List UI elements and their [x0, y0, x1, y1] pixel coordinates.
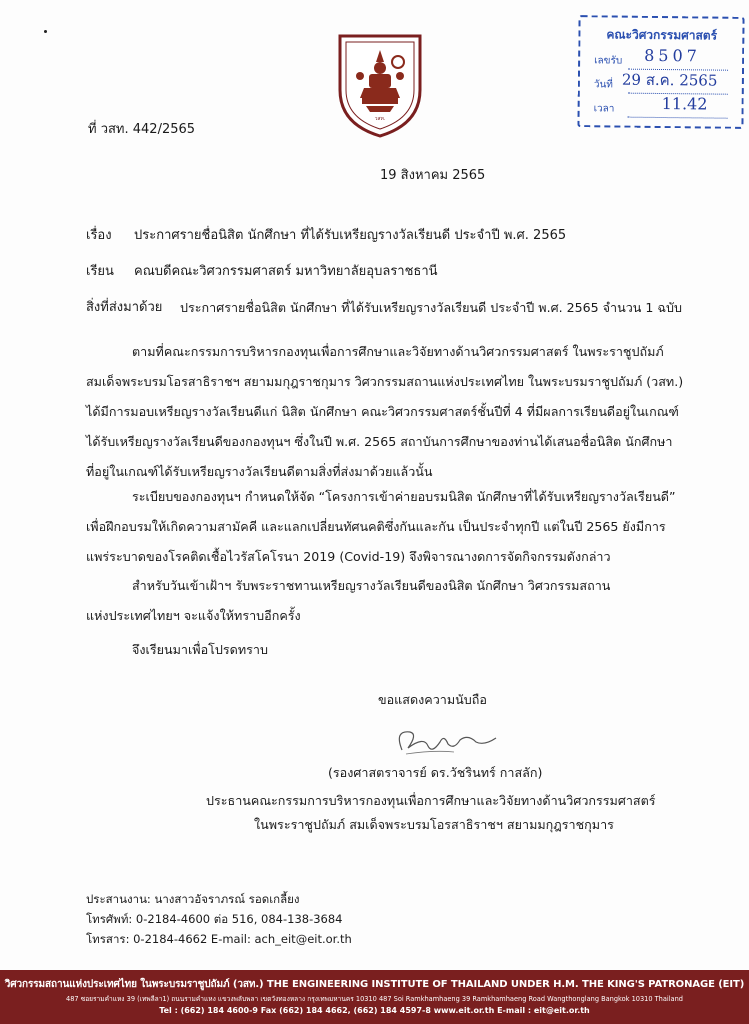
footer-bar: [0, 970, 749, 1024]
body-paragraph-3: [86, 571, 698, 631]
stamp-receipt-label: เลขรับ: [594, 55, 623, 67]
paragraph-line: แห่งประเทศไทยฯ จะแจ้งให้ทราบอีกครั้ง: [86, 608, 301, 623]
stamp-org: คณะวิศวกรรมศาสตร์: [606, 27, 718, 43]
closing-salutation: ขอแสดงความนับถือ: [378, 692, 487, 707]
subject-label: เรื่อง: [86, 228, 112, 243]
enclosure-label: สิ่งที่ส่งมาด้วย: [86, 300, 163, 315]
body-paragraph-2: [86, 482, 698, 572]
stamp-receipt-number: 8507: [644, 45, 701, 66]
footer-contact: Tel : (662) 184 4600-9 Fax (662) 184 4662, (662) 184 4597-8 www.eit.or.th E-mail : eit@eit.or.th: [159, 1006, 590, 1015]
recipient-text: คณบดีคณะวิศวกรรมศาสตร์ มหาวิทยาลัยอุบลราชธานี: [134, 264, 438, 279]
stamp-time-label: เวลา: [593, 103, 615, 115]
paragraph-line: ตามที่คณะกรรมการบริหารกองทุนเพื่อการศึกษาและวิจัยทางด้านวิศวกรรมศาสตร์ ในพระราชูปถัมภ์: [132, 344, 664, 359]
svg-text:วสท.: วสท.: [374, 116, 386, 122]
signer-title-line-2: ในพระราชูปถัมภ์ สมเด็จพระบรมโอรสาธิราชฯ สยามมกุฎราชกุมาร: [254, 817, 614, 832]
contact-coordinator: ประสานงาน: นางสาวอัจราภรณ์ รอดเกลี้ยง: [86, 892, 300, 906]
document-reference: ที่ วสท. 442/2565: [88, 122, 196, 137]
contact-fax-email: โทรสาร: 0-2184-4662 E-mail: ach_eit@eit.or.th: [86, 932, 352, 946]
signature: [384, 720, 504, 760]
crest-logo: [336, 32, 424, 140]
paragraph-line: ระเบียบของกองทุนฯ กำหนดให้จัด “โครงการเข้าค่ายอบรมนิสิต นักศึกษาที่ได้รับเหรียญรางวัลเรียนดี”: [132, 489, 676, 504]
contact-phone: โทรศัพท์: 0-2184-4600 ต่อ 516, 084-138-3684: [86, 912, 343, 926]
paragraph-line: ที่อยู่ในเกณฑ์ได้รับเหรียญรางวัลเรียนดีตามสิ่งที่ส่งมาด้วยแล้วนั้น: [86, 464, 433, 479]
stamp-date-label: วันที่: [593, 79, 613, 91]
signer-name: (รองศาสตราจารย์ ดร.วัชรินทร์ กาสลัก): [328, 765, 543, 780]
paragraph-line: แพร่ระบาดของโรคติดเชื้อไวรัสโคโรนา 2019 (Covid-19) จึงพิจารณางดการจัดกิจกรรมดังกล่าว: [86, 549, 611, 564]
stamp-time-value: 11.42: [661, 94, 708, 114]
enclosure-text: ประกาศรายชื่อนิสิต นักศึกษา ที่ได้รับเหรียญรางวัลเรียนดี ประจำปี พ.ศ. 2565 จำนวน 1 ฉบับ: [180, 300, 682, 315]
paragraph-line: ได้รับเหรียญรางวัลเรียนดีของกองทุนฯ ซึ่งในปี พ.ศ. 2565 สถาบันการศึกษาของท่านได้เสนอชื่อนิสิต นักศึกษา: [86, 434, 673, 449]
paragraph-line: เพื่อฝึกอบรมให้เกิดความสามัคคี และแลกเปลี่ยนทัศนคติซึ่งกันและกัน เป็นประจำทุกปี แต่ในปี 2565 ยังมีการ: [86, 519, 666, 534]
footer-address: 487 ซอยรามคำแหง 39 (เทพลีลา1) ถนนรามคำแหง แขวงพลับพลา เขตวังทองหลาง กรุงเทพมหานคร 10310 487 Soi Ramkhamhaeng 39 Ramkhamhaeng Road Wangthonglang Bangkok 10310 Thailand: [66, 995, 683, 1003]
recipient-label: เรียน: [86, 264, 114, 279]
stamp-date-value: 29 ส.ค. 2565: [621, 70, 718, 90]
closing-request: จึงเรียนมาเพื่อโปรดทราบ: [132, 642, 268, 657]
scan-speck: [44, 30, 47, 33]
footer-institution: วิศวกรรมสถานแห่งประเทศไทย ในพระบรมราชูปถัมภ์ (วสท.) THE ENGINEERING INSTITUTE OF THAILAND UNDER H.M. THE KING'S PATRONAGE (EIT): [4, 979, 745, 990]
body-paragraph-1: [86, 337, 698, 487]
receipt-stamp: [577, 15, 744, 129]
document-date: 19 สิงหาคม 2565: [380, 168, 486, 183]
subject-text: ประกาศรายชื่อนิสิต นักศึกษา ที่ได้รับเหรียญรางวัลเรียนดี ประจำปี พ.ศ. 2565: [134, 228, 567, 243]
paragraph-line: สมเด็จพระบรมโอรสาธิราชฯ สยามมกุฎราชกุมาร วิศวกรรมสถานแห่งประเทศไทย ในพระบรมราชูปถัมภ์ (วสท.): [86, 374, 684, 389]
paragraph-line: ได้มีการมอบเหรียญรางวัลเรียนดีแก่ นิสิต นักศึกษา คณะวิศวกรรมศาสตร์ชั้นปีที่ 4 ที่มีผลการเรียนดีอยู่ในเกณฑ์: [86, 404, 679, 419]
paragraph-line: สำหรับวันเข้าเฝ้าฯ รับพระราชทานเหรียญรางวัลเรียนดีของนิสิต นักศึกษา วิศวกรรมสถาน: [132, 578, 611, 593]
signer-title-line-1: ประธานคณะกรรมการบริหารกองทุนเพื่อการศึกษาและวิจัยทางด้านวิศวกรรมศาสตร์: [206, 793, 656, 808]
